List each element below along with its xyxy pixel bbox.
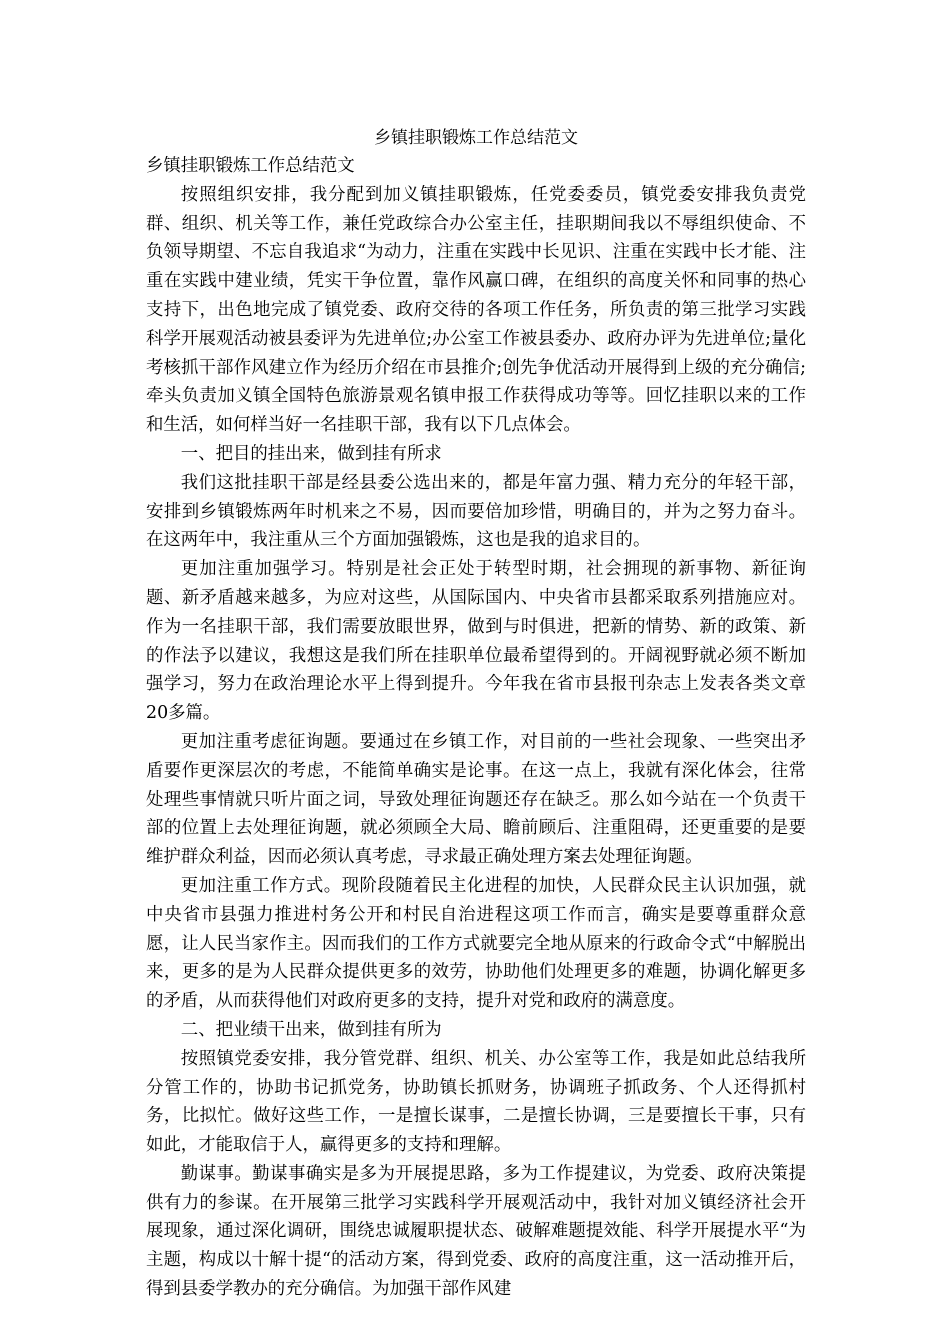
paragraph: 按照镇党委安排，我分管党群、组织、机关、办公室等工作，我是如此总结我所分管工作的，协助书记抓党务，协助镇长抓财务，协调班子抓政务、个人还得抓村务，比拟忙。做好这些工作，一是擅长谋事，二是擅长协调，三是要擅长干事，只有如此，才能取信于人，赢得更多的支持和理解。: [146, 1048, 806, 1156]
document-title: 乡镇挂职锻炼工作总结范文: [374, 128, 578, 148]
section-heading-2: 二、把业绩干出来，做到挂有所为: [180, 1019, 442, 1040]
paragraph: 勤谋事。勤谋事确实是多为开展提思路，多为工作提建议，为党委、政府决策提供有力的参谋。在开展第三批学习实践科学开展观活动中，我针对加义镇经济社会开展现象，通过深化调研，围绕忠诚履职提状态、破解难题提效能、科学开展提水平“为主题，构成以十解十提“的活动方案，得到党委、政府的高度注重，这一活动推开后，得到县委学教办的充分确信。为加强干部作风建: [146, 1163, 806, 1300]
document-page: [146, 124, 806, 1304]
paragraph: 更加注重加强学习。特别是社会正处于转型时期，社会拥现的新事物、新征询题、新矛盾越来越多，为应对这些，从国际国内、中央省市县都采取系列措施应对。作为一名挂职干部，我们需要放眼世界，做到与时俱进，把新的情势、新的政策、新的作法予以建议，我想这是我们所在挂职单位最希望得到的。开阔视野就必须不断加强学习，努力在政治理论水平上得到提升。今年我在省市县报刊杂志上发表各类文章20多篇。: [146, 559, 806, 724]
paragraph: 我们这批挂职干部是经县委公选出来的，都是年富力强、精力充分的年轻干部，安排到乡镇锻炼两年时机来之不易，因而要倍加珍惜，明确目的，并为之努力奋斗。在这两年中，我注重从三个方面加强锻炼，这也是我的追求目的。: [146, 472, 806, 551]
paragraph: 更加注重工作方式。现阶段随着民主化进程的加快，人民群众民主认识加强，就中央省市县强力推进村务公开和村民自治进程这项工作而言，确实是要尊重群众意愿，让人民当家作主。因而我们的工作方式就要完全地从原来的行政命令式“中解脱出来，更多的是为人民群众提供更多的效劳，协助他们处理更多的难题，协调化解更多的矛盾，从而获得他们对政府更多的支持，提升对党和政府的满意度。: [146, 875, 806, 1012]
paragraph-intro: 按照组织安排，我分配到加义镇挂职锻炼，任党委委员，镇党委安排我负责党群、组织、机关等工作，兼任党政综合办公室主任，挂职期间我以不辱组织使命、不负领导期望、不忘自我追求“为动力，注重在实践中长见识、注重在实践中长才能、注重在实践中建业绩，凭实干争位置，靠作风赢口碑，在组织的高度关怀和同事的热心支持下，出色地完成了镇党委、政府交待的各项工作任务，所负责的第三批学习实践科学开展观活动被县委评为先进单位;办公室工作被县委办、政府办评为先进单位;量化考核抓干部作风建立作为经历介绍在市县推介;创先争优活动开展得到上级的充分确信;牵头负责加义镇全国特色旅游景观名镇申报工作获得成功等等。回忆挂职以来的工作和生活，如何样当好一名挂职干部，我有以下几点体会。: [146, 184, 806, 436]
paragraph: 更加注重考虑征询题。要通过在乡镇工作，对目前的一些社会现象、一些突出矛盾要作更深层次的考虑，不能简单确实是论事。在这一点上，我就有深化体会，往常处理些事情就只听片面之词，导致处理征询题还存在缺乏。那么如今站在一个负责干部的位置上去处理征询题，就必须顾全大局、瞻前顾后、注重阻碍，还更重要的是要维护群众利益，因而必须认真考虑，寻求最正确处理方案去处理征询题。: [146, 731, 806, 868]
document-subtitle: 乡镇挂职锻炼工作总结范文: [146, 156, 355, 176]
section-heading-1: 一、把目的挂出来，做到挂有所求: [180, 443, 442, 464]
